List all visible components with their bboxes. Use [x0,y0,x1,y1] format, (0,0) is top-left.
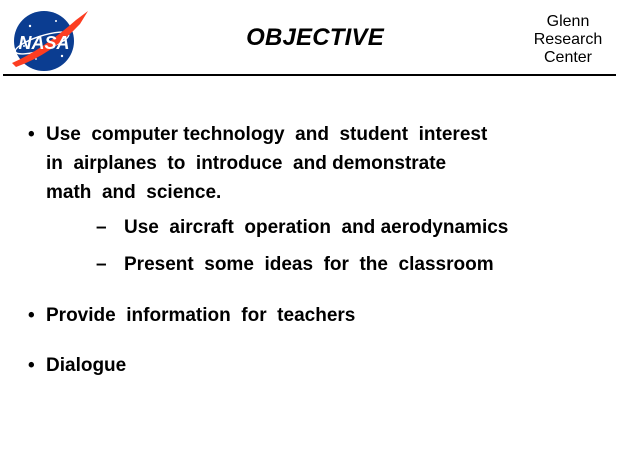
center-label-line-1: Glenn [546,13,590,30]
dash-icon: – [96,254,107,275]
center-label-line-3: Center [543,49,593,66]
page-title: OBJECTIVE [246,24,384,51]
sub-item-1-text: Use aircraft operation and aerodynamics [124,217,509,238]
bullet-1-line-2: in airplanes to introduce and demonstrate [46,153,447,174]
bullet-icon: • [28,355,35,376]
bullet-2-text: Provide information for teachers [46,305,356,326]
bullet-1-line-1: Use computer technology and student interest [46,124,488,145]
nasa-meatball-graphic [8,6,94,74]
bullet-item-2 [28,301,528,330]
nasa-logo-icon [8,6,94,74]
bullet-item-3 [28,351,328,380]
sub-item-2-text: Present some ideas for the classroom [124,254,494,275]
sub-item-1 [96,213,596,242]
center-label [520,13,616,67]
header-divider [3,74,616,76]
bullet-1-line-3: math and science. [46,182,222,203]
logo-text: NASA [18,33,70,53]
center-label-line-2: Research [533,31,603,48]
sub-item-2 [96,250,596,279]
bullet-3-text: Dialogue [46,355,127,376]
bullet-icon: • [28,124,35,145]
bullet-icon: • [28,305,35,326]
bullet-item-1 [28,120,588,210]
dash-icon: – [96,217,107,238]
